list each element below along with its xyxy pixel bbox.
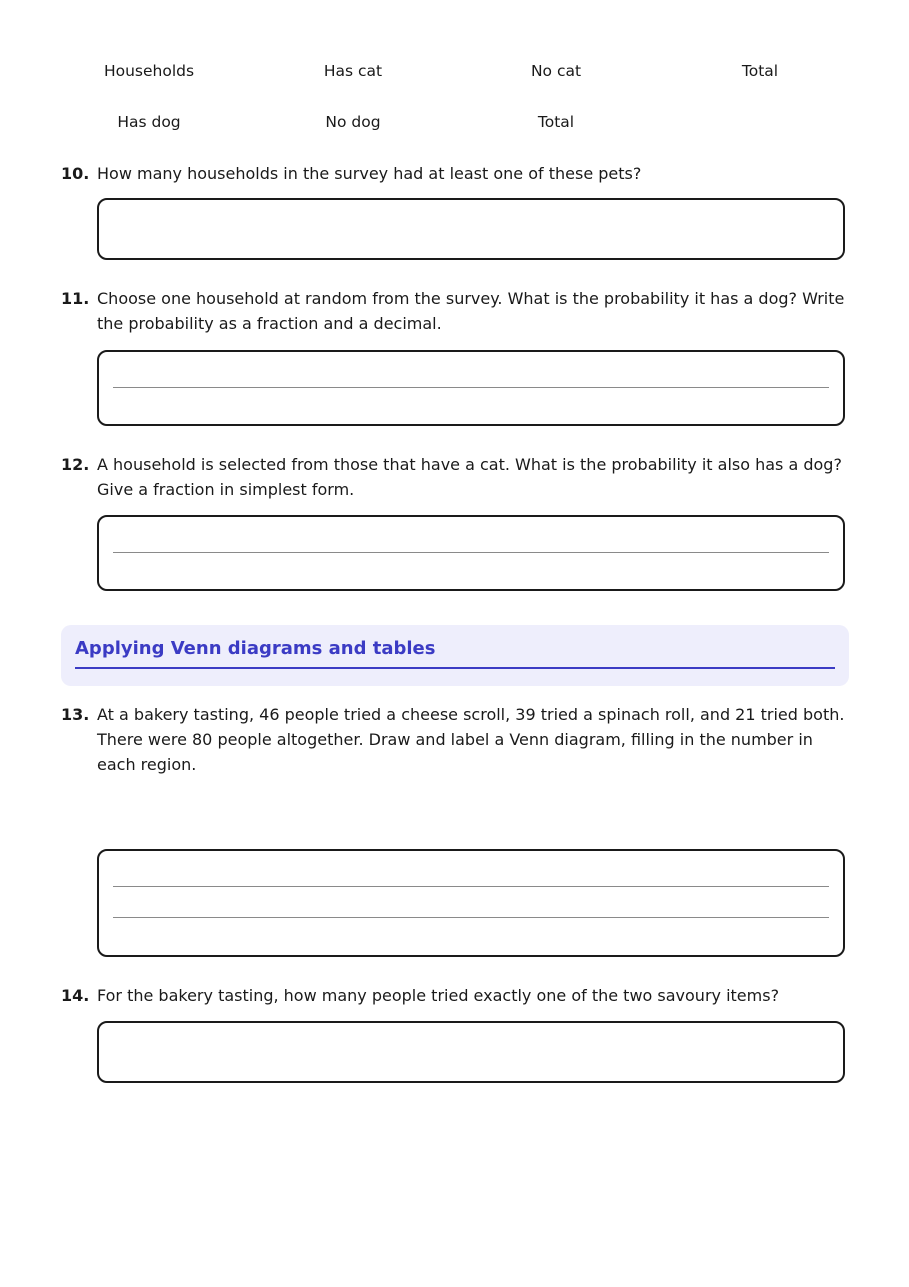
question-13-text: At a bakery tasting, 46 people tried a cheese scroll, 39 tried a spinach roll, and 21 tried both. There were 80 people altogether. Draw and label a Venn diagram, filling in the number in each region. [97, 705, 845, 774]
table-header-no-cat: No cat [530, 62, 582, 80]
answer-line [113, 886, 829, 887]
table-row-total: Total [537, 113, 575, 131]
answer-line [113, 917, 829, 918]
question-14-number: 14. [61, 986, 90, 1005]
answer-box-13[interactable] [97, 849, 845, 957]
table-header-total: Total [741, 62, 779, 80]
answer-line [113, 552, 829, 553]
question-10-text: How many households in the survey had at least one of these pets? [97, 164, 642, 183]
table-header-has-cat: Has cat [323, 62, 383, 80]
answer-box-12[interactable] [97, 515, 845, 591]
question-11-text: Choose one household at random from the survey. What is the probability it has a dog? Write the probability as a fraction and a decimal. [97, 289, 845, 333]
section-title: Applying Venn diagrams and tables [75, 638, 436, 659]
question-12-number: 12. [61, 455, 90, 474]
section-underline [75, 667, 835, 669]
question-12-text: A household is selected from those that have a cat. What is the probability it also has a dog? Give a fraction in simplest form. [97, 455, 842, 499]
question-14-text: For the bakery tasting, how many people tried exactly one of the two savoury items? [97, 986, 780, 1005]
question-11-number: 11. [61, 289, 90, 308]
table-row-no-dog: No dog [325, 113, 381, 131]
answer-line [113, 387, 829, 388]
answer-box-10[interactable] [97, 198, 845, 260]
question-13-number: 13. [61, 705, 90, 724]
answer-box-11[interactable] [97, 350, 845, 426]
question-10-number: 10. [61, 164, 90, 183]
answer-box-14[interactable] [97, 1021, 845, 1083]
table-header-households: Households [103, 62, 195, 80]
section-header [61, 625, 849, 686]
table-row-has-dog: Has dog [117, 113, 181, 131]
